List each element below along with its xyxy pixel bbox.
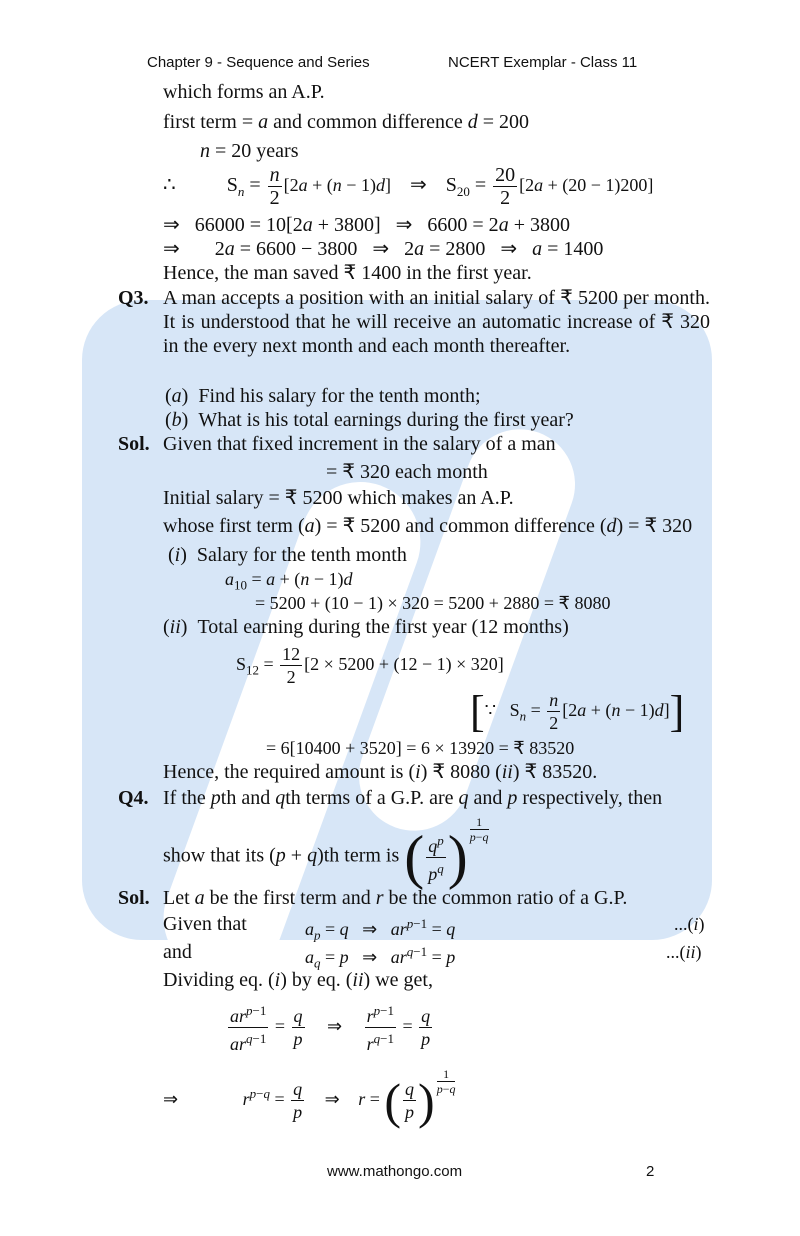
q3-part-b: (b) What is his total earnings during the first year? <box>165 409 574 431</box>
s12-line: $S_{12}$ = $\frac{12}{2}$ [2 × 5200 + (12 − 1) × 320] <box>236 644 504 688</box>
sol4-label: Sol. <box>118 887 150 909</box>
step2-line: ⇒ 2a = 6600 − 3800 ⇒ 2a = 2800 ⇒ a = 1400 <box>163 238 604 260</box>
sol3-part-ii-text: Total earning during the first year (12 months) <box>197 616 569 638</box>
book-header: NCERT Exemplar - Class 11 <box>448 54 638 71</box>
q4-line2: show that its (p + q)th term is ( $\frac{q^p}{p^q}$ ) $^{\frac{1}{p-q}}$ <box>163 814 489 891</box>
sol3-part-i-text: Salary for the tenth month <box>196 544 407 566</box>
q3-label: Q3. <box>118 287 149 309</box>
q3-text: A man accepts a position with an initial salary of ₹ 5200 per month. It is understood that he will receive an automatic increase of ₹ 320 in the every next month and each month thereafter. <box>163 287 710 357</box>
sol3-hence-line: Hence, the required amount is (i) ₹ 8080 (ii) ₹ 83520. <box>163 761 598 783</box>
sol4-given-eq: $a_p = q$ ⇒ $ar^{p-1} = q$ <box>305 916 456 943</box>
sol4-given-label: Given that <box>163 913 247 935</box>
n-years-line: n = 20 years <box>200 140 299 162</box>
therefore-symbol: ∴ <box>163 174 176 196</box>
sol3-line3: Initial salary = ₹ 5200 which makes an A.P. <box>163 487 514 509</box>
sol4-and-ref: ...(ii) <box>666 942 702 962</box>
hence-saved-line: Hence, the man saved ₹ 1400 in the first year. <box>163 262 532 284</box>
a10-line: $a_{10} = a + (n - 1)d$ <box>225 569 353 593</box>
s12-result-line: = 6[10400 + 3520] = 6 × 13920 = ₹ 83520 <box>266 738 575 758</box>
sol3-label: Sol. <box>118 433 150 455</box>
step1-line: ⇒ 66000 = 10[2a + 3800] ⇒ 6600 = 2a + 3800 <box>163 214 570 236</box>
q4-line1: If the pth and qth terms of a G.P. are q and p respectively, then <box>163 787 663 809</box>
sol4-and-label: and <box>163 941 192 963</box>
q3-part-a: (a) Find his salary for the tenth month; <box>165 385 481 407</box>
q3-part-b-text: What is his total earnings during the first year? <box>198 409 574 431</box>
sol4-final-eq: ⇒ $r^{p-q}$ = $\frac{q}{p}$ ⇒ r = ( $\frac{q}{p}$ ) $^{\frac{1}{p-q}}$ <box>163 1066 456 1129</box>
q3-part-a-text: Find his salary for the tenth month; <box>198 385 481 407</box>
sol3-line4: whose first term (a) = ₹ 5200 and common difference (d) = ₹ 320 <box>163 515 693 537</box>
sol4-and-eq: $a_q = p$ ⇒ $ar^{q-1} = p$ <box>305 944 456 971</box>
sol3-line2: = ₹ 320 each month <box>326 461 488 483</box>
chapter-header: Chapter 9 - Sequence and Series <box>147 54 370 71</box>
sol4-given-ref: ...(i) <box>674 914 705 934</box>
because-line: [∵ $S_n$ = $\frac{n}{2}$ [2a + (n − 1)d]] <box>470 686 685 736</box>
sn-formula-line: ∴ $S_n$ = $\frac{n}{2}$ [2a + (n − 1)d] ⇒ $S_{20}$ = $\frac{20}{2}$ [2a + (20 − 1)200] <box>163 163 654 209</box>
ap-forms-line: which forms an A.P. <box>163 81 325 103</box>
sol4-ratio-eq: $\frac{ar^{p-1}}{ar^{q-1}}$ = $\frac{q}{p}$ ⇒ $\frac{r^{p-1}}{r^{q-1}}$ = $\frac{q}{p}$ <box>226 998 434 1055</box>
sol3-part-ii: (ii) Total earning during the first year (12 months) <box>163 616 569 638</box>
sol3-line1: Given that fixed increment in the salary of a man <box>163 433 556 455</box>
q4-label: Q4. <box>118 787 149 809</box>
sol4-dividing: Dividing eq. (i) by eq. (ii) we get, <box>163 969 433 991</box>
footer-page-number: 2 <box>646 1163 655 1180</box>
sol4-line1: Let a be the first term and r be the common ratio of a G.P. <box>163 887 628 909</box>
sol3-part-i: (i) Salary for the tenth month <box>168 544 407 566</box>
footer-site: www.mathongo.com <box>327 1163 463 1180</box>
a10-calc-line: = 5200 + (10 − 1) × 320 = 5200 + 2880 = ₹ 8080 <box>255 593 611 613</box>
first-term-line: first term = a and common difference d = 200 <box>163 111 529 133</box>
